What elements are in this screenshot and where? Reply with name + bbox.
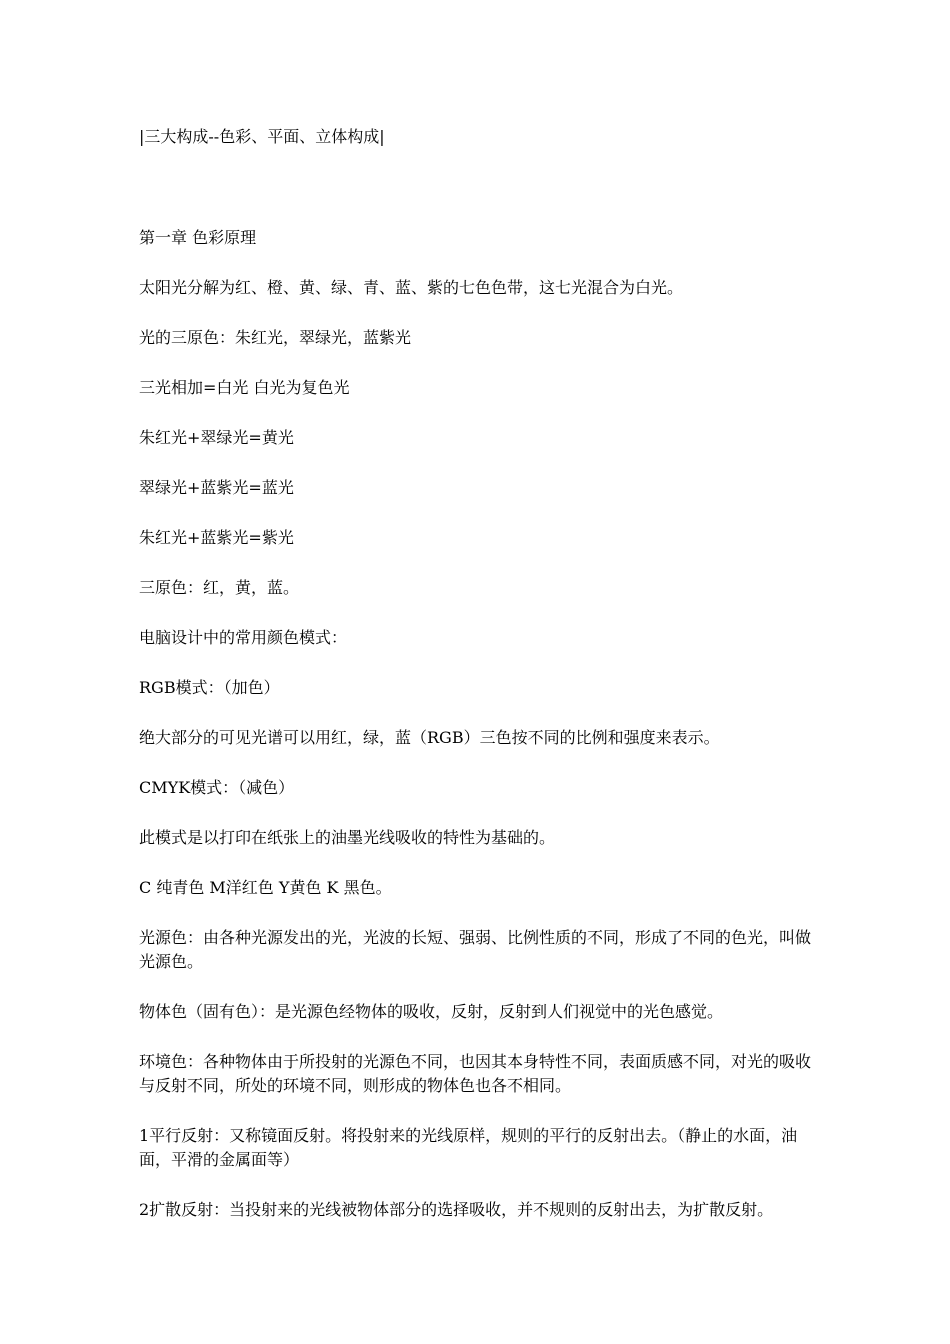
paragraph: 环境色：各种物体由于所投射的光源色不同，也因其本身特性不同，表面质感不同，对光的吸收与反射不同，所处的环境不同，则形成的物体色也各不相同。 xyxy=(139,1052,812,1095)
paragraph: RGB模式：（加色） xyxy=(139,678,280,697)
paragraph: CMYK模式：（减色） xyxy=(139,778,295,797)
paragraph: 1平行反射：又称镜面反射。将投射来的光线原样，规则的平行的反射出去。（静止的水面，油面，平滑的金属面等） xyxy=(139,1126,798,1169)
paragraph: 光源色：由各种光源发出的光，光波的长短、强弱、比例性质的不同，形成了不同的色光，叫做光源色。 xyxy=(139,928,812,971)
paragraph: 太阳光分解为红、橙、黄、绿、青、蓝、紫的七色色带，这七光混合为白光。 xyxy=(139,278,684,297)
paragraph: 翠绿光+蓝紫光=蓝光 xyxy=(139,478,294,497)
paragraph: 电脑设计中的常用颜色模式： xyxy=(139,628,348,647)
chapter-heading: 第一章 色彩原理 xyxy=(139,228,257,247)
paragraph: 物体色（固有色）：是光源色经物体的吸收，反射，反射到人们视觉中的光色感觉。 xyxy=(139,1002,724,1021)
paragraph: C 纯青色 M洋红色 Y黄色 K 黑色。 xyxy=(139,878,392,897)
paragraph: 三光相加=白光 白光为复色光 xyxy=(139,378,350,397)
paragraph: 此模式是以打印在纸张上的油墨光线吸收的特性为基础的。 xyxy=(139,828,556,847)
paragraph: 三原色：红，黄，蓝。 xyxy=(139,578,300,597)
paragraph: 朱红光+蓝紫光=紫光 xyxy=(139,528,294,547)
document-body xyxy=(139,226,819,1248)
paragraph: 绝大部分的可见光谱可以用红，绿，蓝（RGB）三色按不同的比例和强度来表示。 xyxy=(139,728,720,747)
paragraph: 2扩散反射：当投射来的光线被物体部分的选择吸收，并不规则的反射出去，为扩散反射。 xyxy=(139,1200,774,1219)
paragraph: 朱红光+翠绿光=黄光 xyxy=(139,428,294,447)
paragraph: 光的三原色：朱红光，翠绿光，蓝紫光 xyxy=(139,328,412,347)
document-title: |三大构成--色彩、平面、立体构成| xyxy=(139,127,385,146)
